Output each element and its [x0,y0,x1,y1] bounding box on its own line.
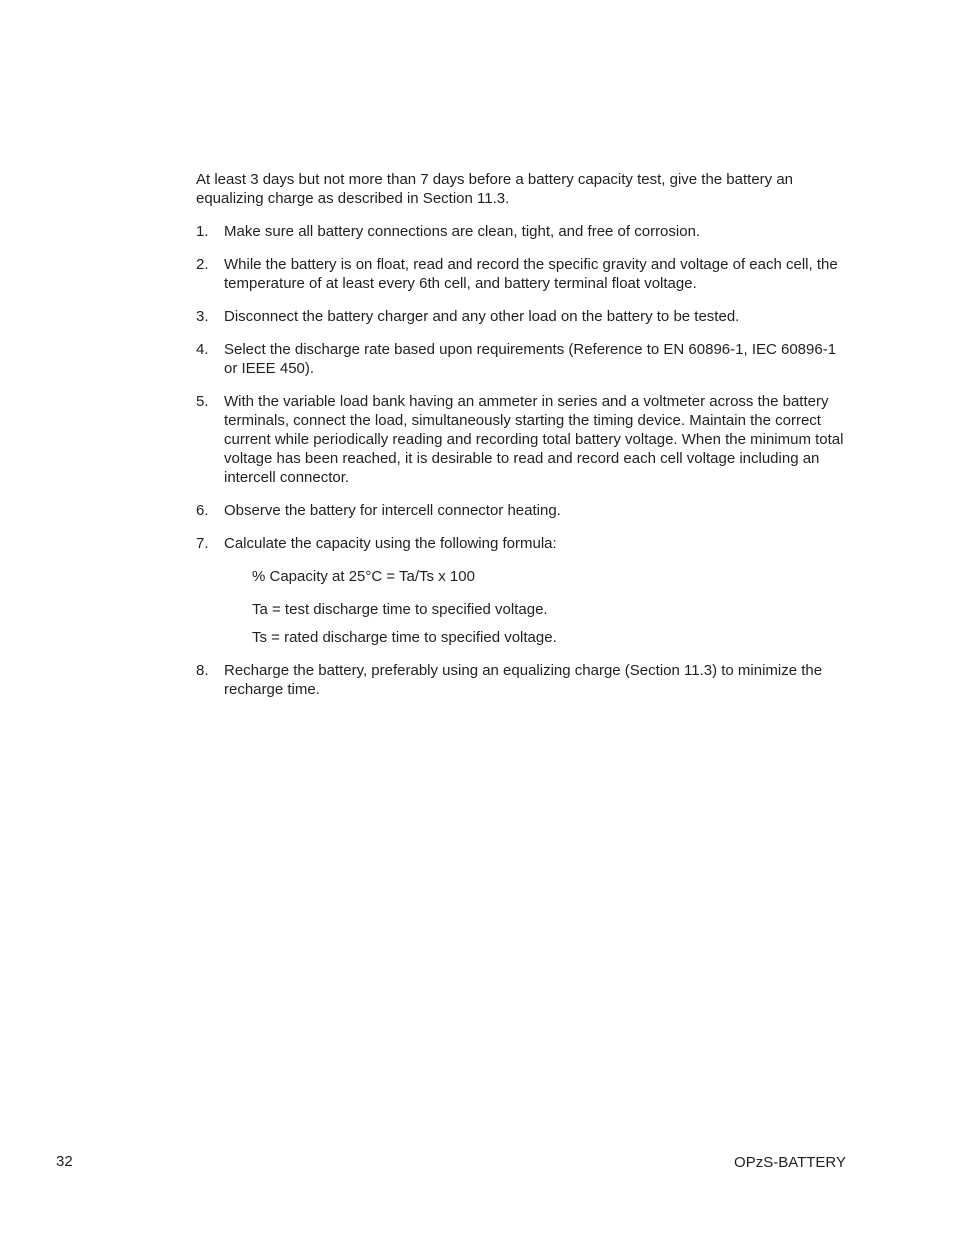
step-text: Disconnect the battery charger and any other load on the battery to be tested. [224,308,740,325]
step-text: Make sure all battery connections are clean, tight, and free of corrosion. [224,223,701,240]
footer-document-title: OPzS-BATTERY [734,1154,846,1171]
step-2 [196,255,846,293]
step-7-body [224,534,846,647]
step-text: Calculate the capacity using the following formula: [224,535,557,552]
procedure-steps [196,222,846,699]
intro-paragraph: At least 3 days but not more than 7 days before a battery capacity test, give the battery an equalizing charge as described in Section 11.3. [196,171,794,207]
page-number: 32 [56,1153,73,1170]
ts-definition: Ts = rated discharge time to specified voltage. [252,629,557,646]
step-number: 3. [196,308,209,325]
step-4 [196,340,846,378]
step-text: While the battery is on float, read and record the specific gravity and voltage of each cell, the temperature of at least every 6th cell, and battery terminal float voltage. [224,256,838,292]
step-number: 1. [196,223,209,240]
step-number: 6. [196,502,209,519]
ta-definition: Ta = test discharge time to specified voltage. [252,601,548,618]
step-number: 2. [196,256,209,273]
step-5 [196,392,846,487]
step-number: 4. [196,341,209,358]
capacity-formula: % Capacity at 25°C = Ta/Ts x 100 [252,568,475,585]
step-text: Observe the battery for intercell connector heating. [224,502,561,519]
step-1 [196,222,846,241]
formula-block [252,567,846,647]
step-6 [196,501,846,520]
step-text: With the variable load bank having an ammeter in series and a voltmeter across the battery terminals, connect the load, simultaneously starting the timing device. Maintain the correct current while periodically reading and recording total battery voltage. When the minimum total voltage has been reached, it is desirable to read and record each cell voltage including an intercell connector. [224,393,844,486]
document-body [196,170,846,713]
step-8 [196,661,846,699]
step-number: 5. [196,393,209,410]
step-text: Recharge the battery, preferably using an equalizing charge (Section 11.3) to minimize the recharge time. [224,662,823,698]
step-3 [196,307,846,326]
step-number: 7. [196,535,209,552]
step-7 [196,534,846,647]
step-number: 8. [196,662,209,679]
step-text: Select the discharge rate based upon requirements (Reference to EN 60896-1, IEC 60896-1 or IEEE 450). [224,341,837,377]
